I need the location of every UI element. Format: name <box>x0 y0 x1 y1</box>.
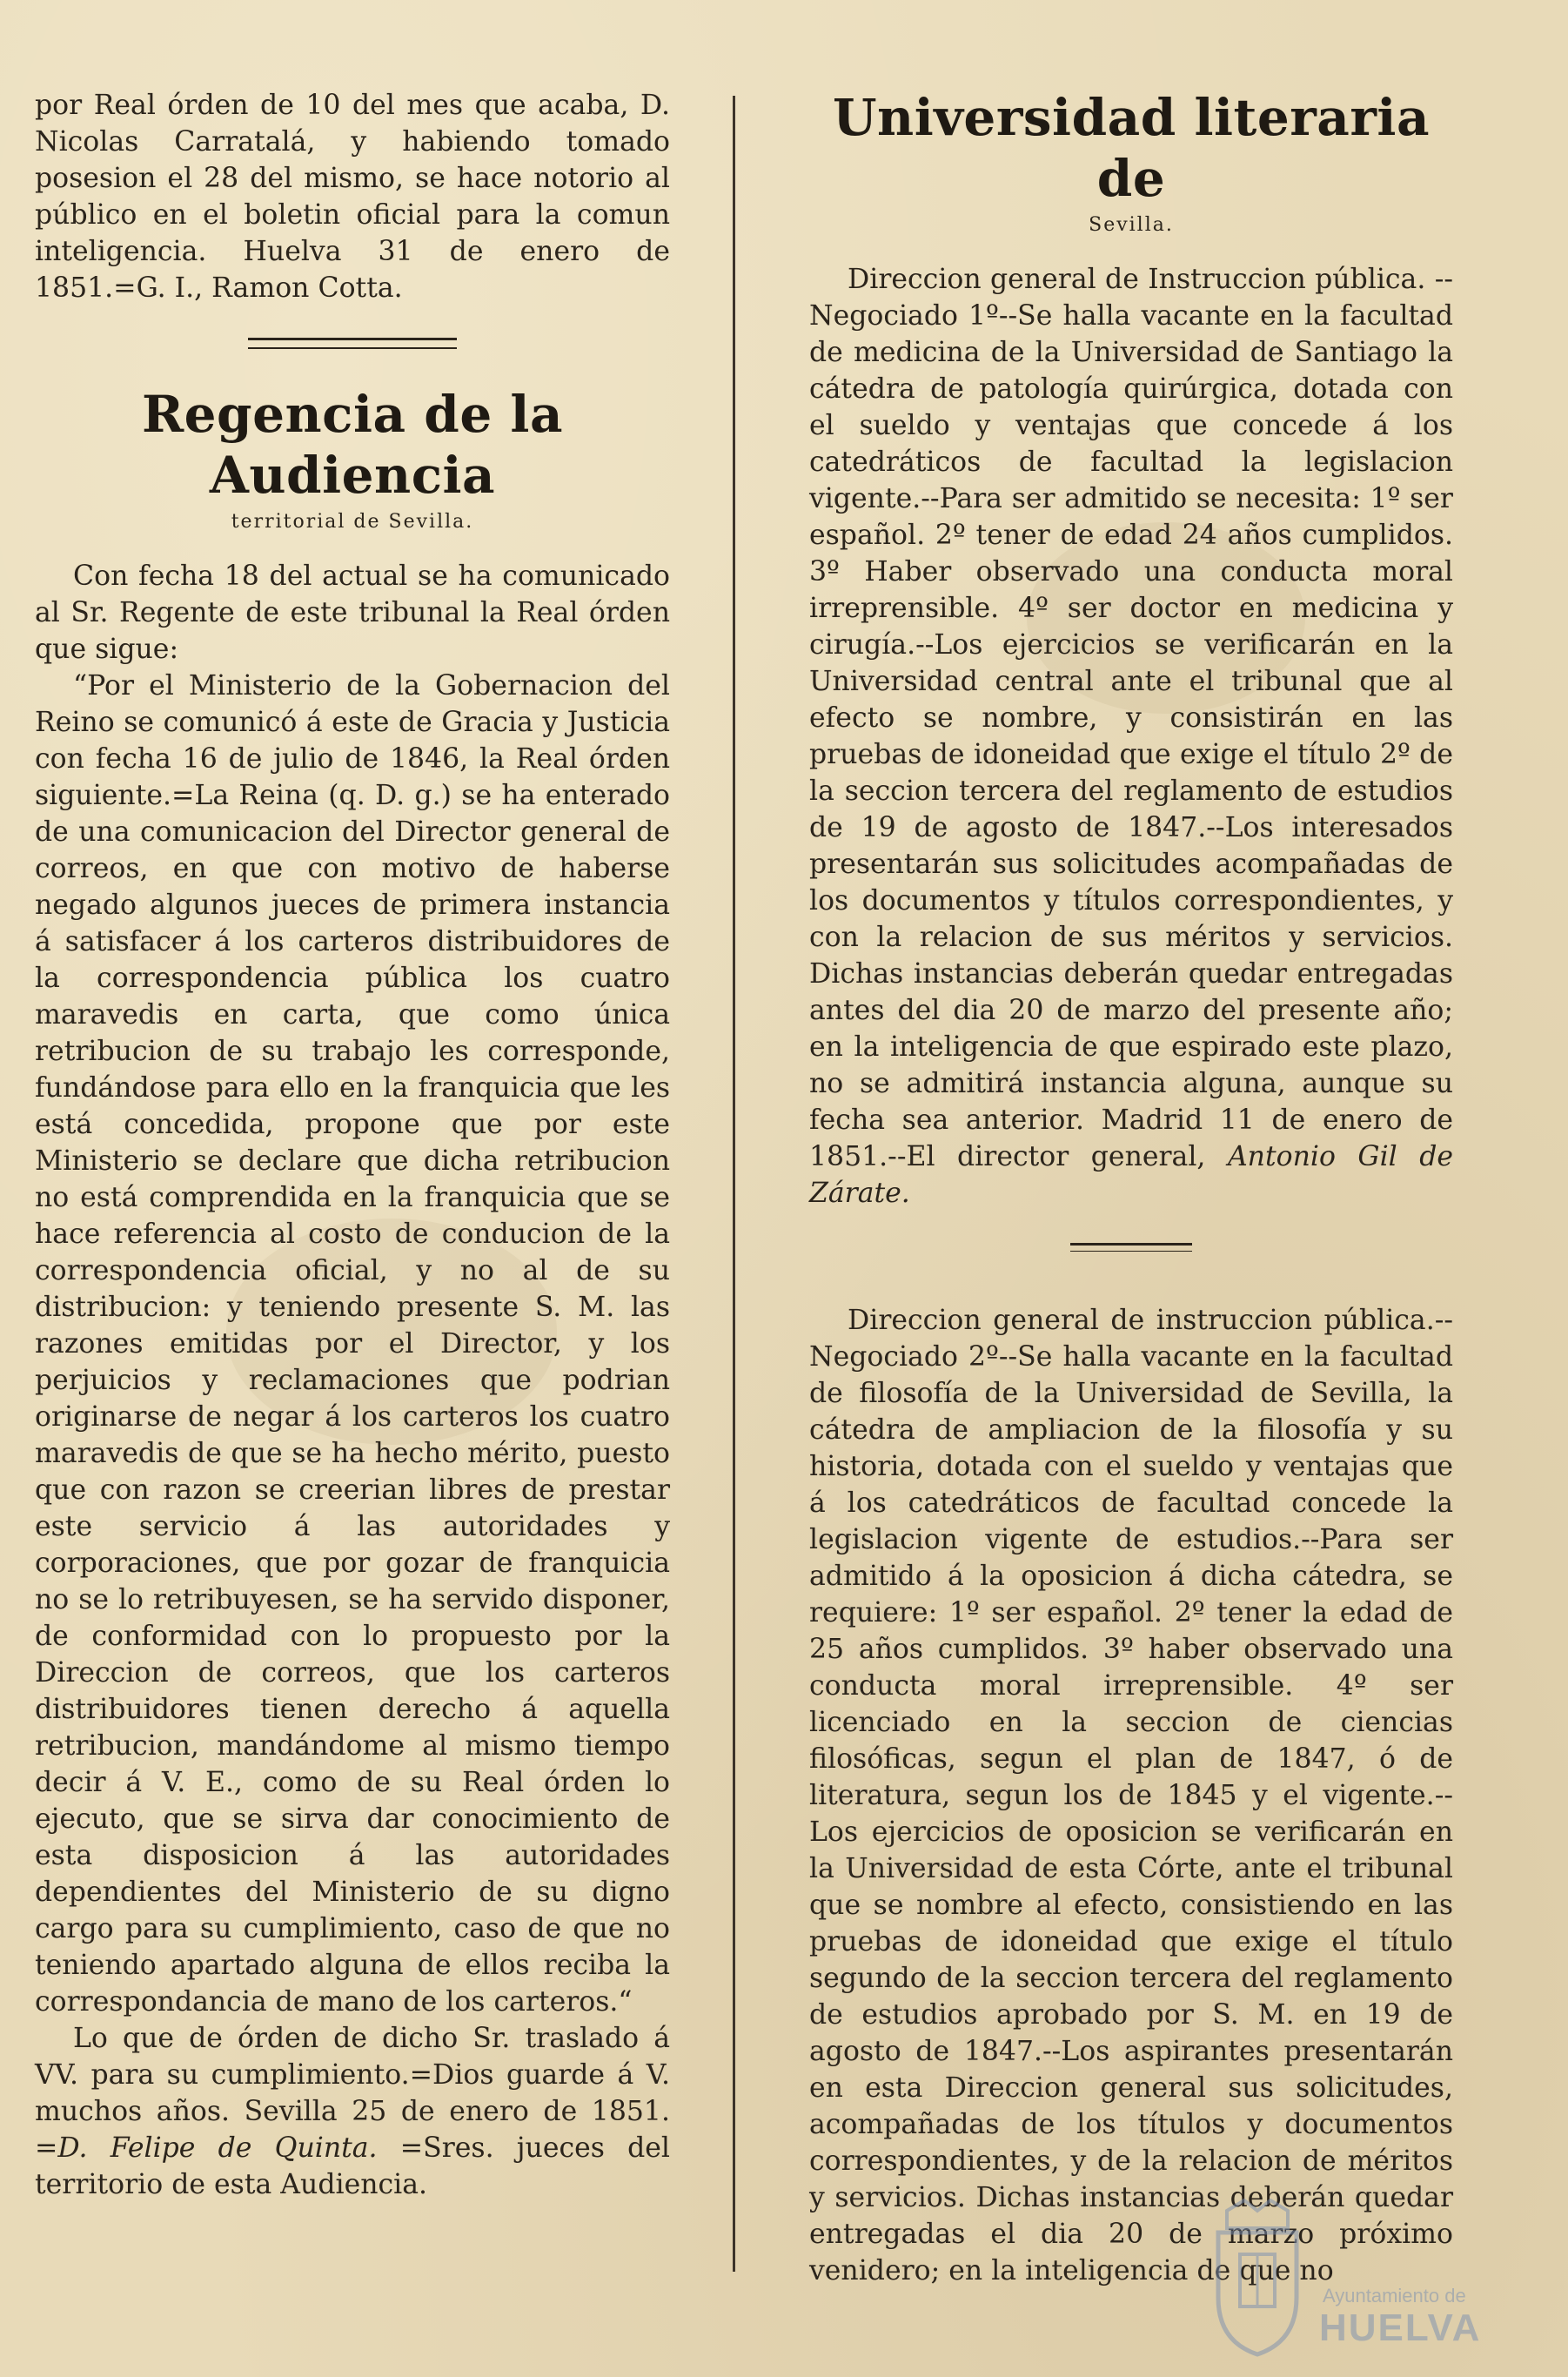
notice-medicina-text: Direccion general de Instruccion pública. --Negociado 1º--Se halla vacante en la facultad de medicina de la Universidad de Santiago la cátedra de patología quirúrgica, dotada con el sueldo y ventajas que concede á los catedráticos de facultad la legislacion vigente.--Para ser admitido se necesita: 1º ser español. 2º tener de edad 24 años cumplidos. 3º Haber observado una conducta moral irreprensible. 4º ser doctor en medicina y cirugía.--Los ejercicios se verificarán en la Universidad central ante el tribunal que al efecto se nombre, y consistirán en las pruebas de idoneidad que exige el título 2º de la seccion tercera del reglamento de estudios de 19 de agosto de 1847.--Los interesados presentarán sus solicitudes acompañadas de los documentos y títulos correspondientes, y con la relacion de sus méritos y servicios. Dichas instancias deberán quedar entregadas antes del dia 20 de marzo del presente año; en la inteligencia de que espirado este plazo, no se admitirá instancia alguna, aunque su fecha sea anterior. Madrid 11 de enero de 1851.--El director general, <box>809 264 1453 1172</box>
coat-of-arms-icon <box>1201 2193 1314 2359</box>
notice-separator <box>1070 1243 1192 1252</box>
section-separator <box>248 338 457 349</box>
section-subtitle-regencia: territorial de Sevilla. <box>231 511 474 533</box>
paragraph-intro: Con fecha 18 del actual se ha comunicado al Sr. Regente de este tribunal la Real órden que sigue: <box>35 561 670 665</box>
notice-medicina <box>809 261 1453 1212</box>
closing-addressee: =Sres. jueces del territorio de esta Audiencia. <box>35 2132 670 2200</box>
section-title-universidad: Universidad literaria de <box>832 88 1431 208</box>
column-divider <box>733 96 735 2272</box>
closing-text: Lo que de órden de dicho Sr. traslado á VV. para su cumplimiento.=Dios guarde á V. muchos años. Sevilla 25 de enero de 1851. <box>35 2023 670 2127</box>
opening-paragraph: por Real órden de 10 del mes que acaba, D. Nicolas Carratalá, y habiendo tomado posesion el 28 del mismo, se hace notorio al público en el boletin oficial para la comun inteligencia. Huelva 31 de enero de 1851.=G. I., Ramon Cotta. <box>35 90 670 304</box>
signature: =D. Felipe de Quinta. <box>35 2132 378 2164</box>
paragraph-closing <box>35 2020 670 2203</box>
section-subtitle-universidad: Sevilla. <box>1089 214 1174 236</box>
watermark-line-1: Ayuntamiento de <box>1323 2285 1466 2306</box>
paragraph-real-orden: “Por el Ministerio de la Gobernacion del Reino se comunicó á este de Gracia y Justicia con fecha 16 de julio de 1846, la Real órden siguiente.=La Reina (q. D. g.) se ha enterado de una comunicacion del Director general de correos, en que con motivo de haberse negado algunos jueces de primera instancia á satisfacer á los carteros distribuidores de la correspondencia pública los cuatro maravedis en carta, que como única retribucion de su trabajo les corresponde, fundándose para ello en la franquicia que les está concedida, propone que por este Ministerio se declare que dicha retribucion no está comprendida en la franquicia que se hace referencia al costo de conducion de la correspondencia oficial, y no al de su distribucion: y teniendo presente S. M. las razones emitidas por el Director, y los perjuicios y reclamaciones que podrian originarse de negar á los carteros los cuatro maravedis de que se ha hecho mérito, puesto que con razon se creerian libres de prestar este servicio á las autoridades y corporaciones, que por gozar de franquicia no se lo retribuyesen, se ha servido disponer, de conformidad con lo propuesto por la Direccion de correos, que los carteros distribuidores tienen derecho á aquella retribucion, mandándome al mismo tiempo decir á V. E., como de su Real órden lo ejecuto, que se sirva dar conocimiento de esta disposicion á las autoridades dependientes del Ministerio de su digno cargo para su cumplimiento, caso de que no teniendo apartado alguna de ellos reciba la correspondancia de mano de los carteros.“ <box>35 670 670 2018</box>
archive-watermark <box>1201 2193 1549 2367</box>
watermark-line-2: HUELVA <box>1319 2306 1482 2349</box>
section-title-regencia: Regencia de la Audiencia <box>141 385 564 505</box>
left-column <box>35 87 670 2203</box>
notice-filosofia: Direccion general de instruccion pública.--Negociado 2º--Se halla vacante en la facultad de filosofía de la Universidad de Sevilla, la cátedra de ampliacion de la filosofía y su historia, dotada con el sueldo y ventajas que á los catedráticos de facultad concede la legislacion vigente de estudios.--Para ser admitido á la oposicion á dicha cátedra, se requiere: 1º ser español. 2º tener la edad de 25 años cumplidos. 3º haber observado una conducta moral irreprensible. 4º ser licenciado en la seccion de ciencias filosóficas, segun el plan de 1847, ó de literatura, segun los de 1845 y el vigente.--Los ejercicios de oposicion se verificarán en la Universidad de esta Córte, ante el tribunal que se nombre al efecto, consistiendo en las pruebas de idoneidad que exige el título segundo de la seccion tercera del reglamento de estudios aprobado por S. M. en 19 de agosto de 1847.--Los aspirantes presentarán en esta Direccion general sus solicitudes, acompañadas de los títulos y documentos correspondientes, y de la relacion de méritos y servicios. Dichas instancias deberán quedar entregadas el dia 20 de marzo próximo venidero; en la inteligencia de que no <box>809 1305 1453 2286</box>
right-column <box>809 87 1453 2289</box>
notice-medicina-signature: Antonio Gil de Zárate. <box>809 1141 1454 1209</box>
